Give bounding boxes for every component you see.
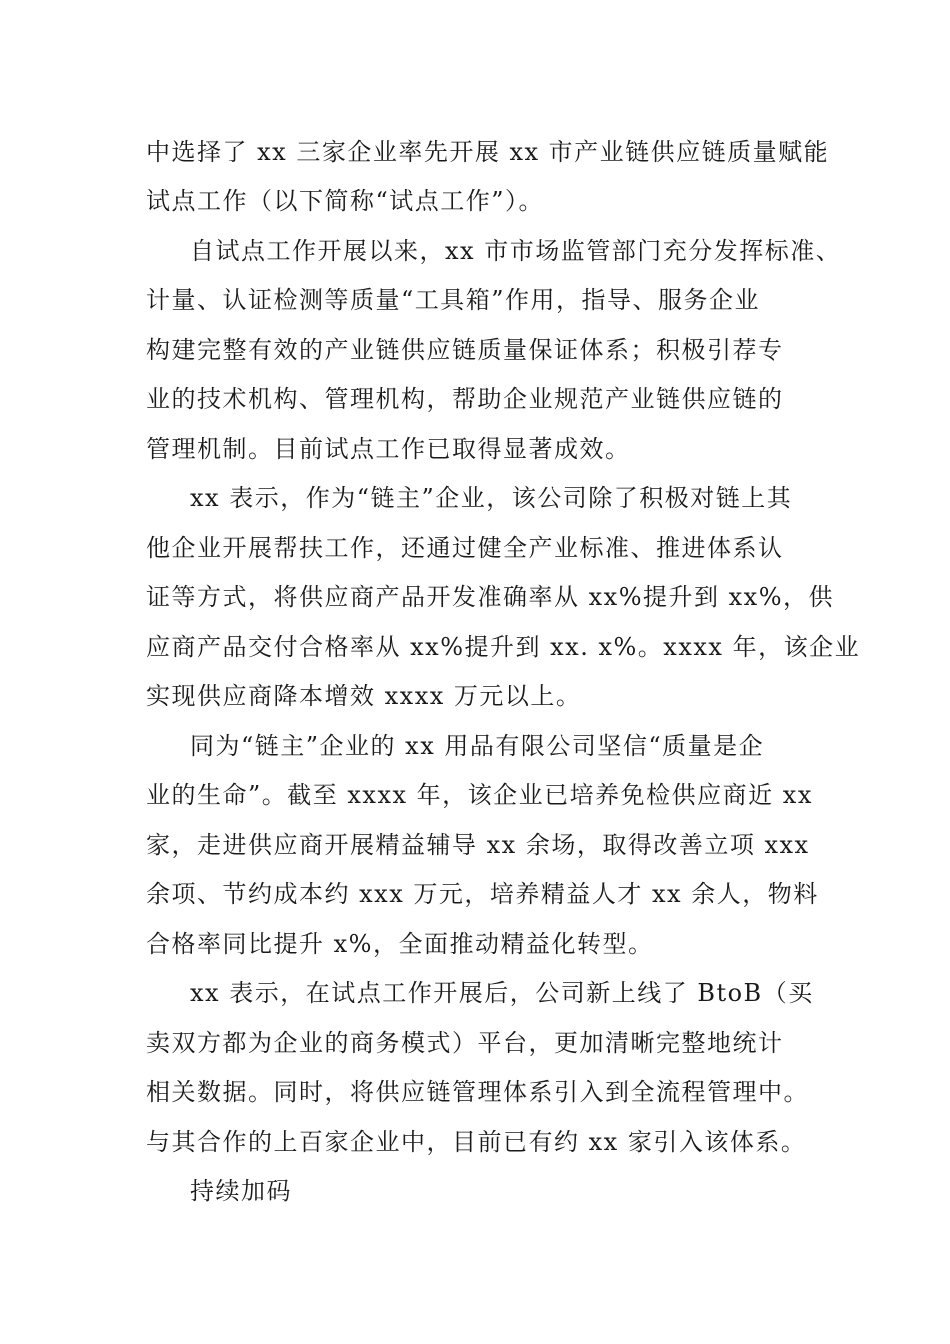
paragraph-start: 同为“链主”企业的 xx 用品有限公司坚信“质量是企 — [190, 732, 765, 760]
text-line: 实现供应商降本增效 xxxx 万元以上。 — [146, 682, 582, 710]
text-line: 证等方式，将供应商产品开发准确率从 xx%提升到 xx%，供 — [146, 583, 835, 611]
text-line: 计量、认证检测等质量“工具箱”作用，指导、服务企业 — [146, 286, 761, 314]
text-line: 管理机制。目前试点工作已取得显著成效。 — [146, 435, 631, 463]
section-heading: 持续加码 — [190, 1177, 292, 1205]
text-line: 构建完整有效的产业链供应链质量保证体系；积极引荐专 — [146, 336, 784, 364]
paragraph-start: xx 表示，在试点工作开展后，公司新上线了 BtoB（买 — [190, 979, 814, 1007]
text-line: 合格率同比提升 x%，全面推动精益化转型。 — [146, 930, 654, 958]
text-line: 家，走进供应商开展精益辅导 xx 余场，取得改善立项 xxx — [146, 831, 810, 859]
text-line: 相关数据。同时，将供应链管理体系引入到全流程管理中。 — [146, 1078, 809, 1106]
text-line: 余项、节约成本约 xxx 万元，培养精益人才 xx 余人，物料 — [146, 880, 819, 908]
text-line: 业的生命”。截至 xxxx 年，该企业已培养免检供应商近 xx — [146, 781, 813, 809]
text-line: 卖双方都为企业的商务模式）平台，更加清晰完整地统计 — [146, 1029, 784, 1057]
text-line: 他企业开展帮扶工作，还通过健全产业标准、推进体系认 — [146, 534, 784, 562]
text-line: 业的技术机构、管理机构，帮助企业规范产业链供应链的 — [146, 385, 784, 413]
paragraph-start: 自试点工作开展以来，xx 市市场监管部门充分发挥标准、 — [190, 237, 842, 265]
text-line: 应商产品交付合格率从 xx%提升到 xx. x%。xxxx 年，该企业 — [146, 633, 861, 661]
text-line: 试点工作（以下简称“试点工作”）。 — [146, 187, 545, 215]
text-line: 与其合作的上百家企业中，目前已有约 xx 家引入该体系。 — [146, 1128, 807, 1156]
paragraph-start: xx 表示，作为“链主”企业，该公司除了积极对链上其 — [190, 484, 793, 512]
text-line: 中选择了 xx 三家企业率先开展 xx 市产业链供应链质量赋能 — [146, 138, 830, 166]
